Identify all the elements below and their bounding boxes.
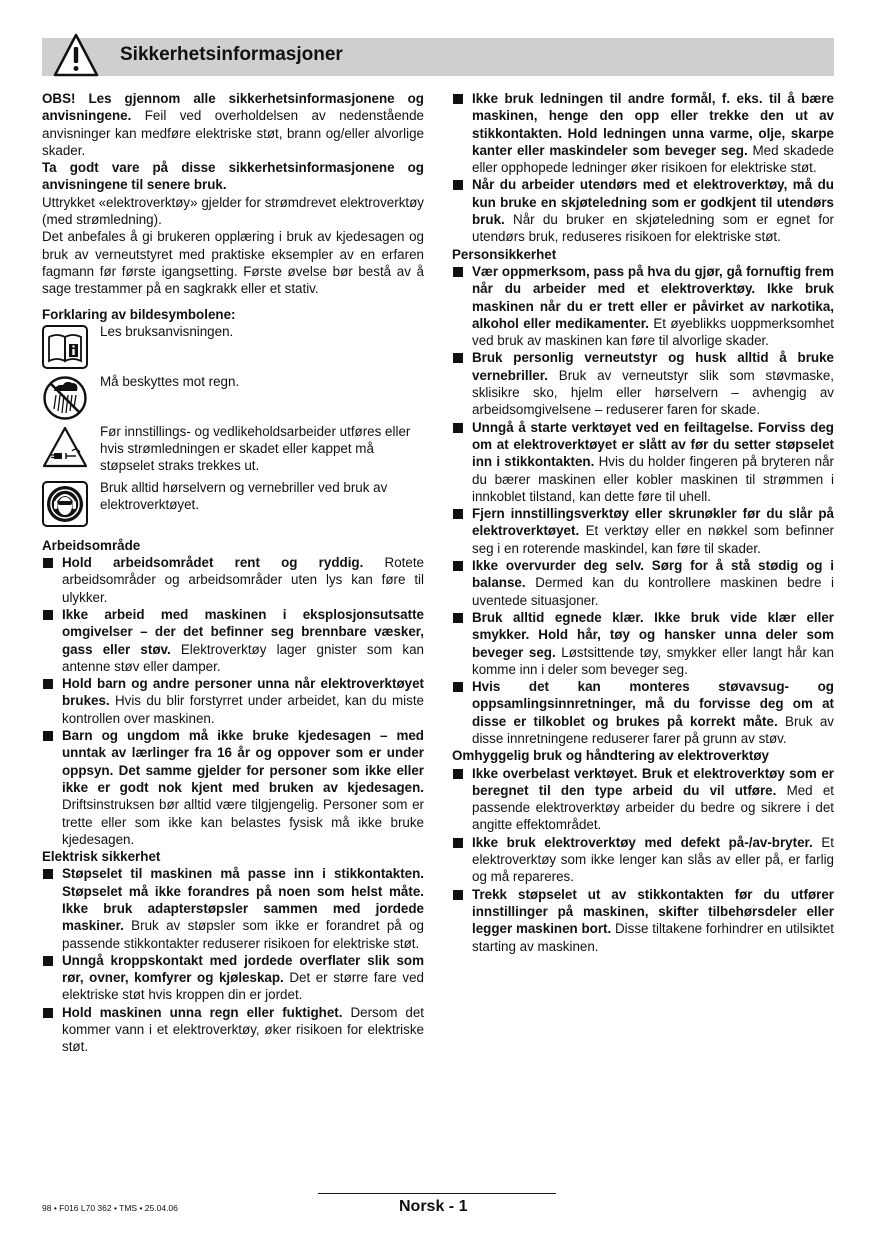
warning-triangle-icon	[52, 32, 100, 78]
left-column	[42, 90, 424, 1056]
symbol-unplug	[42, 423, 424, 475]
electrical-heading: Elektrisk sikkerhet	[42, 849, 161, 865]
footer-divider	[318, 1193, 556, 1194]
electrical-item: Når du arbeider utendørs med et elektroverktøy, må du kun bruke en skjøteledning som er godkjent til utendørs bruk. Når du bruker en skjøteledning som er egnet for utendørs bruk, reduseres risikoen for elektriske støt.	[452, 176, 834, 245]
personal-item: Unngå å starte verktøyet ved en feiltagelse. Forviss deg om at elektroverktøyet er slått av før du setter støpselet inn i stikkontakten. Hvis du holder fingeren på bryteren når du bærer maskinen eller kobler maskinen til strømmen i innkoblet tilstand, kan dette føre til uhell.	[452, 419, 834, 505]
keep-instructions: Ta godt vare på disse sikkerhetsinformasjonene og anvisningene til senere bruk.	[42, 160, 424, 193]
symbol-unplug-text: Før innstillings- og vedlikeholdsarbeider utføres eller hvis strømledningen er skadet eller kappet må støpselet straks trekkes ut.	[100, 423, 411, 474]
personal-item: Fjern innstillingsverktøy eller skrunøkler før du slår på elektroverktøyet. Et verktøy eller en nøkkel som befinner seg i en roterende maskindel, kan føre til skader.	[452, 505, 834, 557]
symbol-rain	[42, 373, 424, 419]
work-area-item: Ikke arbeid med maskinen i eksplosjonsutsatte omgivelser – der det befinner seg brennbare væsker, gass eller støv. Elektroverktøy lager gnister som kan antenne støv eller damper.	[42, 606, 424, 675]
symbol-manual-text: Les bruksanvisningen.	[100, 323, 234, 339]
work-area-heading: Arbeidsområde	[42, 537, 141, 553]
work-area-item: Hold barn og andre personer unna når elektroverktøyet brukes. Hvis du blir forstyrret under arbeidet, kan du miste kontrollen over maskinen.	[42, 675, 424, 727]
intro-paragraph: OBS! Les gjennom alle sikkerhetsinformasjonene og anvisningene. Feil ved overholdelsen av nedenstående anvisninger kan medføre elektriske støt, brann og/eller alvorlige skader.	[42, 91, 424, 158]
work-area-item: Hold arbeidsområdet rent og ryddig. Rotete arbeidsområder og arbeidsområder uten lys kan føre til ulykker.	[42, 554, 424, 606]
ear-eye-protection-icon	[42, 481, 88, 527]
careful-use-item: Trekk støpselet ut av stikkontakten før du utfører innstillinger på maskinen, skifter tilbehørsdeler eller legger maskinen bort. Disse tiltakene forhindrer en utilsiktet starting av maskinen.	[452, 886, 834, 955]
electrical-item: Støpselet til maskinen må passe inn i stikkontakten. Støpselet må ikke forandres på noen som helst måte. Ikke bruk adapterstøpsler sammen med jordede maskiner. Bruk av støpsler som ikke er forandret på og passende stikkontakter reduserer risikoen for elektriske støt.	[42, 865, 424, 951]
symbol-manual	[42, 323, 424, 369]
personal-item: Hvis det kan monteres støvavsug- og oppsamlingsinnretninger, må du forvisse deg om at disse er tilkoblet og brukes på korrekt måte. Bruk av disse innretningene reduserer farer på grunn av støv.	[452, 678, 834, 747]
personal-heading: Personsikkerhet	[452, 246, 557, 262]
page-title: Sikkerhetsinformasjoner	[120, 44, 343, 65]
symbol-protection	[42, 479, 424, 525]
symbols-heading: Forklaring av bildesymbolene:	[42, 306, 236, 322]
electrical-item: Unngå kroppskontakt med jordede overflater slik som rør, ovner, komfyrer og kjøleskap. Det er større fare ved elektriske støt hvis kroppen din er jordet.	[42, 952, 424, 1004]
careful-use-heading: Omhyggelig bruk og håndtering av elektroverktøy	[452, 748, 769, 764]
term-definition: Uttrykket «elektroverktøy» gjelder for strømdrevet elektroverktøy (med strømledning).	[42, 194, 424, 228]
training-recommendation: Det anbefales å gi brukeren opplæring i bruk av kjedesagen og bruk av verneutstyret med praktiske eksempler av en erfaren fagmann før første igangsetting. Første øvelse bør bestå av å sage trestammer på en sagkrakk eller et stativ.	[42, 229, 424, 297]
no-rain-icon	[42, 375, 88, 421]
electrical-item: Ikke bruk ledningen til andre formål, f. eks. til å bære maskinen, henge den opp eller trekke den ut av stikkontakten. Hold ledningen unna varme, olje, skarpe kanter eller maskindeler som beveger seg. Med skadede eller opphopede ledninger øker risikoen for elektriske støt.	[452, 90, 834, 176]
unplug-warning-icon	[42, 425, 88, 469]
symbol-protection-text: Bruk alltid hørselvern og vernebriller ved bruk av elektroverktøyet.	[100, 479, 388, 513]
symbol-rain-text: Må beskyttes mot regn.	[100, 373, 240, 389]
document-code: 98 • F016 L70 362 • TMS • 25.04.06	[42, 1203, 178, 1213]
manual-icon	[42, 325, 88, 369]
personal-item: Bruk personlig verneutstyr og husk alltid å bruke vernebriller. Bruk av verneutstyr slik som støvmaske, sklisikre sko, hjelm eller hørselvern – avhengig av arbeidsomgivelsene – reduserer faren for skade.	[452, 349, 834, 418]
right-column	[452, 90, 834, 955]
careful-use-item: Ikke bruk elektroverktøy med defekt på-/av-bryter. Et elektroverktøy som ikke lenger kan slås av eller på, er farlig og må repareres.	[452, 834, 834, 886]
personal-item: Bruk alltid egnede klær. Ikke bruk vide klær eller smykker. Hold hår, tøy og hansker unna deler som beveger seg. Løstsittende tøy, smykker eller langt hår kan komme inn i deler som beveger seg.	[452, 609, 834, 678]
page-number: Norsk - 1	[399, 1198, 468, 1215]
personal-item: Vær oppmerksom, pass på hva du gjør, gå fornuftig frem når du arbeider med et elektroverktøy. Ikke bruk maskinen når du er trett eller er påvirket av narkotika, alkohol eller medikamenter. Et øyeblikks uoppmerksomhet ved bruk av maskinen kan føre til alvorlige skader.	[452, 263, 834, 349]
careful-use-item: Ikke overbelast verktøyet. Bruk et elektroverktøy som er beregnet til den type arbeid du vil utføre. Med et passende elektroverktøy arbeider du bedre og sikrere i det angitte effektområdet.	[452, 765, 834, 834]
work-area-item: Barn og ungdom må ikke bruke kjedesagen – med unntak av lærlinger fra 16 år og oppover som er under oppsyn. Det samme gjelder for personer som ikke eller ikke er godt nok kjent med bruken av kjedesagen. Driftsinstruksen bør alltid være tilgjengelig. Personer som er trette eller som ikke kan belastes fysisk må ikke bruke kjedesagen.	[42, 727, 424, 848]
personal-item: Ikke overvurder deg selv. Sørg for å stå stødig og i balanse. Dermed kan du kontrollere maskinen bedre i uventede situasjoner.	[452, 557, 834, 609]
electrical-item: Hold maskinen unna regn eller fuktighet. Dersom det kommer vann i et elektroverktøy, øker risikoen for elektriske støt.	[42, 1004, 424, 1056]
